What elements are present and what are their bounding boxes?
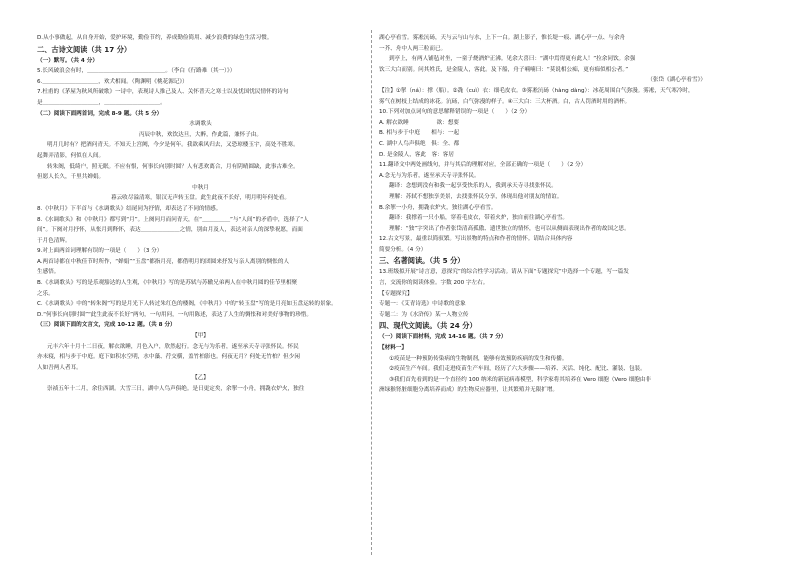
text-line: 起舞弄清影，何似在人间。 (37, 152, 105, 159)
text-line: 丙辰中秋，欢饮达旦，大醉，作此篇，兼怀子由。 (138, 131, 263, 138)
text-line: 10.下列对加点词句的意思解释错误的一项是（ ）（2 分） (379, 109, 531, 116)
text-line: 专题一：《艾青诗选》中诗歌的意象 (379, 301, 466, 308)
text-line: 【甲】 (192, 333, 209, 340)
subsection-heading: 【材料一】 (379, 345, 407, 352)
section-heading: 二、古诗文阅读（共 17 分） (37, 44, 132, 54)
text-line: 之乐。 (37, 290, 54, 297)
left-column (37, 33, 364, 553)
text-line: 于月色清辉。 (37, 237, 71, 244)
text-line: 理解：“独”字突出了作者张岱清高孤傲、遗世独立的情怀，也可以从侧面表现出作者的故国之思。 (389, 225, 630, 232)
column-divider (371, 30, 372, 555)
text-line: 但愿人长久，千里共婵娟。 (37, 174, 105, 181)
text-line: 生感悟。 (37, 269, 60, 276)
text-line: （张岱《湖心亭看雪》） (647, 77, 706, 84)
text-line: B.《水调歌头》写的是乐观豁达的人生观，《中秋月》写的是苏轼与苏辙兄弟两人在中秋月圆的佳节里相聚 (37, 280, 298, 287)
text-line: 暮云收尽溢清寒，银汉无声转玉盘。此生此夜不长好，明月明年何处看。 (110, 195, 290, 202)
text-line: 言，交流你的阅读体验。字数 200 字左右。 (379, 280, 489, 287)
text-line: 9.对上面两首词理解有误的一项是（ ）（3 分） (37, 248, 163, 255)
text-line: 13.班级拟开展“诗言意，意探究”的综合性学习活动。请从下面“专题探究”中选择一个专题，写一篇发 (379, 269, 629, 276)
text-line: 7.杜甫的《茅屋为秋风所破歌》一诗中，表现诗人推己及人、关怀普天之寒士以及忧国忧民情怀的诗句 (37, 89, 289, 96)
text-line: 元丰六年十月十二日夜，解衣欲睡，月色入户，欣然起行。念无与为乐者，遂至承天寺寻张怀民。怀民 (47, 343, 299, 350)
text-line: 理解：苏轼不想独享美景，去找张怀民分享，体现出他对朋友的情谊。 (389, 193, 563, 200)
text-line: 间”。下阕对月抒怀，从怅月到释怀，表达＿＿＿＿＿＿＿之情，别由月及人，表达对亲人的深挚祝愿，而面 (37, 227, 303, 234)
text-line: ③我们首先看到的是一个直径约 100 纳米的新冠病毒模型，科学家将其培养在 Vero 细胞（Vero 细胞由非 (389, 376, 652, 383)
text-line: A. 解衣欲睡 欲：想要 (379, 119, 460, 126)
text-line: 简要分析。（4 分） (379, 246, 427, 253)
text-line: A.两首诗都在中秋佳节时所作，“婵娟”“玉盘”都指月亮，都借明月的团圆来抒发与亲人离别的惆怅的人 (37, 258, 290, 265)
text-line: B.余挐一小舟，拥毳衣炉火，独往湖心亭看雪。 (379, 204, 497, 211)
text-line: 【乙】 (192, 375, 209, 382)
text-line: 8.《水调歌头》和《中秋月》都写到“月”。上阕问月而问青天，在“＿＿＿＿＿”与“人间”的矛盾中，选择了“人 (37, 216, 309, 223)
text-line: ①疫苗是一种预防传染病的生物制剂，能够有效预防疾病的发生和传播。 (389, 355, 568, 362)
text-line: 水调歌头 (189, 121, 212, 128)
text-line: 12.古文写景，最重以简驭繁。写出景物的特点和作者的情怀。请结合具体内容 (379, 236, 573, 243)
text-line: 【注】①挐（ná）：撑（船）。②毳（cuì）衣：细毛皮衣。③雾凇沆砀（hàng dàng）：冰花周围白气弥漫。雾凇，天气寒冷时， (379, 87, 694, 94)
text-line: A.念无与为乐者，遂至承天寺寻张怀民。 (379, 172, 480, 179)
subsection-heading: （一）阅读下面材料，完成 14-16 题。（共 7 分） (379, 334, 507, 341)
text-line: 是＿＿＿＿＿＿＿＿＿＿，＿＿＿＿＿＿＿＿＿＿。 (37, 99, 166, 106)
text-line: 一芥、舟中人两三粒而已。 (379, 45, 447, 52)
text-line: 5.长风破浪会有时，＿＿＿＿＿＿＿＿＿＿＿＿＿＿。（李白《行路难（其一）》） (37, 68, 236, 75)
text-line: D.从小事做起，从自身开始，爱护环境，勤俭节约，养成勤俭简用、减少浪费的绿色生活习惯。 (37, 35, 273, 41)
subsection-heading: （三）阅读下面的文言文，完成 10-12 题。（共 8 分） (37, 322, 176, 329)
text-line: D. 是金陵人，客此 客：客居 (379, 151, 454, 158)
text-line: B. 相与步于中庭 相与：一起 (379, 130, 460, 137)
text-line: 到亭上，有两人铺毡对坐，一童子烧酒炉正沸。见余大喜曰：“湖中焉得更有此人！”拉余同饮。余强 (389, 56, 636, 63)
text-line: 洲绿猴肾脏细胞分离培养而成）的生物反应器里，让其繁殖并无限扩增。 (379, 387, 559, 394)
text-line: 湖心亭看雪。雾凇沆砀，天与云与山与水，上下一白。湖上影子，惟长堤一痕、湖心亭一点、与余舟 (379, 35, 626, 41)
right-column (379, 33, 706, 553)
text-line: C. 湖中人鸟声俱绝 俱：全、都 (379, 140, 460, 147)
text-line: C.《水调歌头》中的“转朱阁”写的是月光下人转过朱红色的楼阁，《中秋月》中的“转玉盘”写的是月亮如玉盘运转的景象。 (37, 301, 337, 308)
text-line: 雾气在树枝上结成的冰花。沆砀，白气弥漫的样子。④三大白：三大杯酒。白，古人罚酒时用的酒杯。 (379, 98, 631, 105)
text-line: 明月几时有？把酒问青天。不知天上宫阙，今夕是何年。我欲乘风归去，又恐琼楼玉宇，高处不胜寒。 (47, 142, 299, 149)
text-line: 饮三大白而别。问其姓氏，是金陵人，客此。及下船，舟子喃喃曰：“莫说相公痴，更有痴似相公者。” (379, 66, 629, 73)
text-line: 崇祯五年十二月，余住西湖。大雪三日，湖中人鸟声俱绝。是日更定矣，余挐一小舟，拥毳衣炉火，独往 (47, 386, 305, 392)
text-line: 8.《中秋月》下半首与《水调歌头》结尾同为抒情，却表达了不同的情感。 (37, 205, 222, 212)
text-line: 11.翻译文中两处画线句，并与其后的理解对应，全部正确的一项是（ ）（2 分） (379, 162, 587, 169)
text-line: 【专题探究】 (379, 290, 413, 297)
text-line: 6.＿＿＿＿＿＿＿＿＿＿，欢犬相闻。（陶渊明《桃花源记》） (37, 78, 188, 85)
subsection-heading: （二）阅读下面两首词，完成 8-9 题。（共 5 分） (37, 110, 163, 117)
subsection-heading: （一）默写。（共 4 分） (37, 57, 98, 64)
section-heading: 三、名著阅读。（共 5 分） (379, 256, 465, 266)
section-heading: 四、现代文阅读。（共 24 分） (379, 321, 477, 331)
text-line: 专题二：为《水浒传》某一人物立传 (379, 311, 469, 318)
text-line: 中秋月 (192, 184, 209, 191)
text-line: 转朱阁，低绮户，照无眠。不应有恨，何事长向别时圆？人有悲欢离合，月有阴晴圆缺，此事古难全。 (47, 163, 299, 170)
text-line: 人如吾两人者耳。 (37, 364, 82, 371)
text-line: D.“何事长向别时圆”“此生此夜不长好”两句，一句用问，一句用陈述，表达了人生的惆怅和对美好事物的珍惜。 (37, 311, 312, 318)
text-line: ②疫苗生产车间。我们走进疫苗生产车间，经历了六大步骤——培养、灭活、纯化、配比、灌装、包装。 (389, 366, 646, 373)
text-line: 亦未寝，相与步于中庭。庭下如积水空明，水中藻、荇交横，盖竹柏影也。何夜无月？何处无竹柏？但少闲 (37, 354, 300, 361)
text-line: 翻译：我撑着一只小船，穿着毛皮衣，带着火炉，独自前往湖心亭看雪。 (389, 215, 569, 222)
text-line: 翻译：念想到没有和我一起享受快乐的人，我到承天寺寻找张怀民。 (389, 183, 557, 190)
